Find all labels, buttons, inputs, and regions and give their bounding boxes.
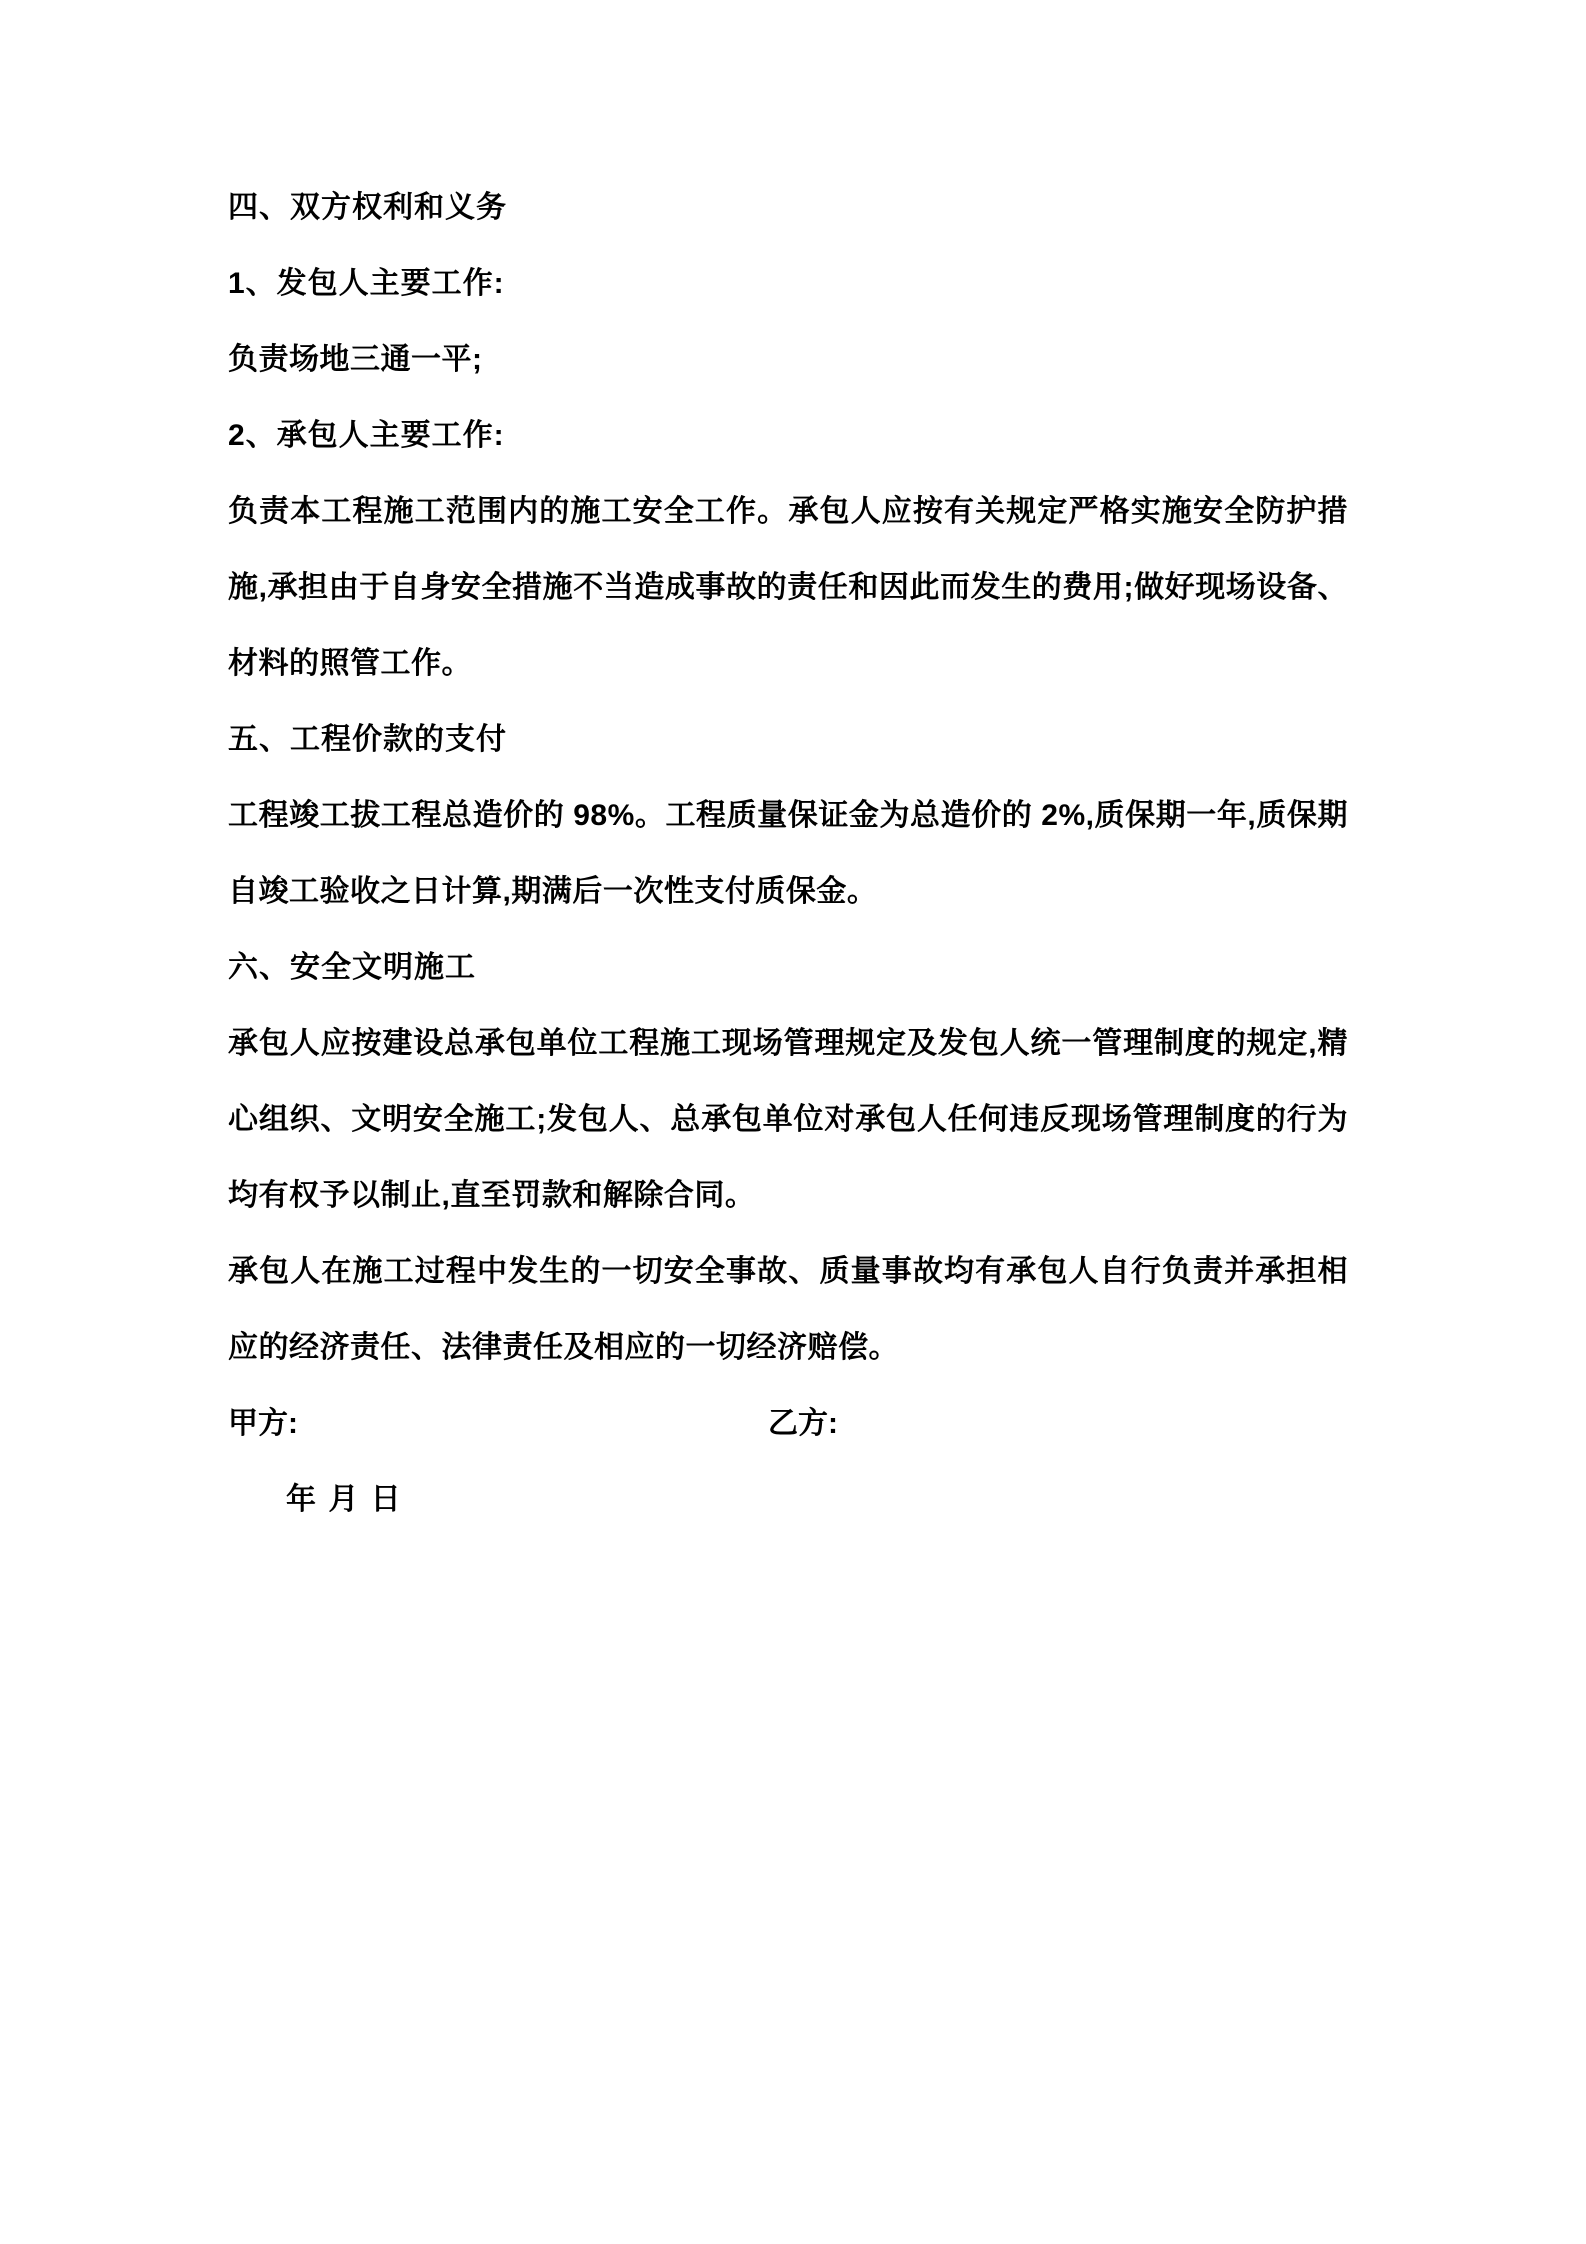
section-six-body-second: 承包人在施工过程中发生的一切安全事故、质量事故均有承包人自行负责并承担相应的经济责任、法律责任及相应的一切经济赔偿。 [228,1255,1348,1364]
party-a-label: 甲方: [228,1407,298,1440]
section-five-body: 工程竣工拔工程总造价的 98%。工程质量保证金为总造价的 2%,质保期一年,质保期自竣工验收之日计算,期满后一次性支付质保金。 [228,799,1348,908]
date-line: 年 月 日 [286,1483,403,1516]
party-b-label: 乙方: [768,1407,838,1440]
section-heading-four: 四、双方权利和义务 [228,191,507,224]
clause-1-heading: 1、发包人主要工作: [228,267,505,300]
section-heading-six: 六、安全文明施工 [228,951,476,984]
section-heading-five: 五、工程价款的支付 [228,723,507,756]
clause-2-heading: 2、承包人主要工作: [228,419,505,452]
section-six-body-first: 承包人应按建设总承包单位工程施工现场管理规定及发包人统一管理制度的规定,精心组织、文明安全施工;发包人、总承包单位对承包人任何违反现场管理制度的行为均有权予以制止,直至罚款和解除合同。 [228,1027,1348,1212]
document-body [228,170,1348,1538]
signature-row [228,1386,1348,1462]
clause-2-body: 负责本工程施工范围内的施工安全工作。承包人应按有关规定严格实施安全防护措施,承担由于自身安全措施不当造成事故的责任和因此而发生的费用;做好现场设备、材料的照管工作。 [228,495,1348,680]
clause-1-body: 负责场地三通一平; [228,343,483,376]
